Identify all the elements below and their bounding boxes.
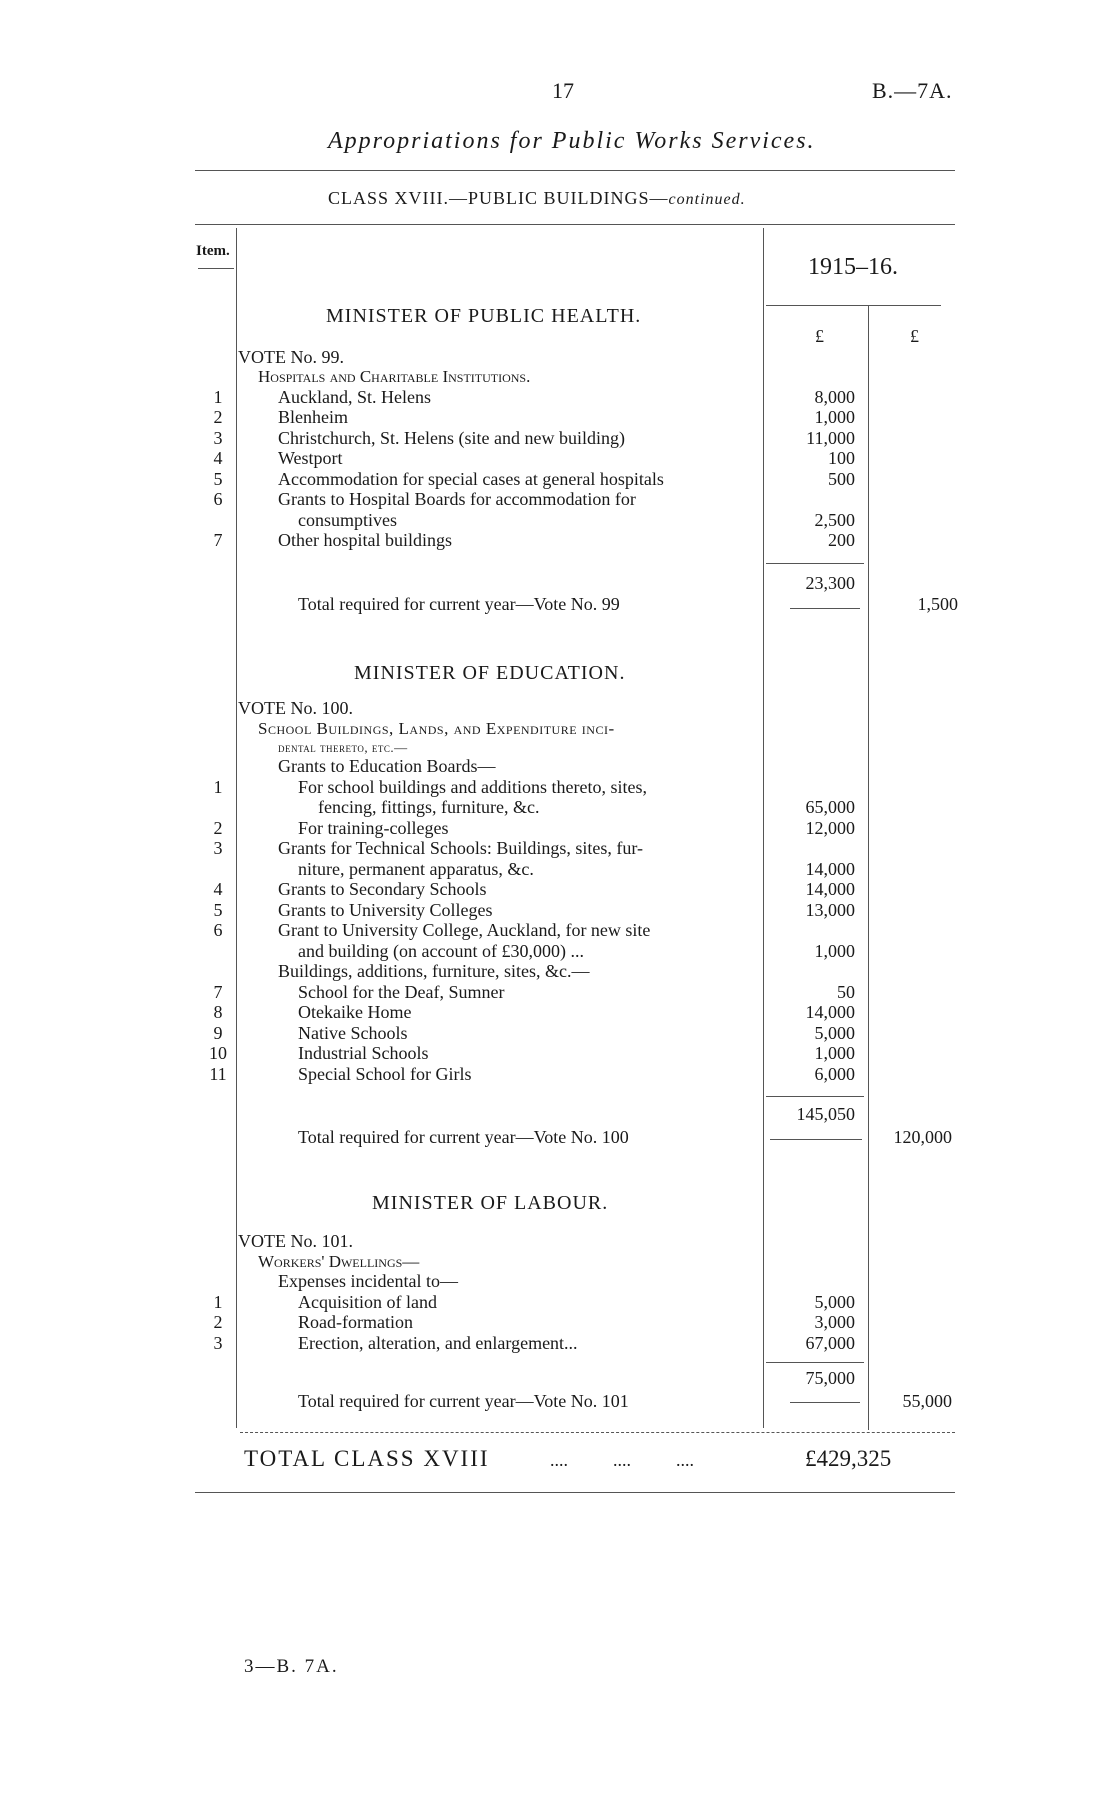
- item-number: 2: [213, 1312, 223, 1332]
- item-header-underline: [198, 268, 234, 269]
- row-amount: 1,000: [814, 407, 855, 427]
- row-amount: 1,000: [814, 941, 855, 961]
- class-title-suffix: continued.: [668, 191, 746, 208]
- grand-total-amount: £429,325: [805, 1446, 892, 1471]
- row-amount: 100: [828, 448, 855, 468]
- row-label: consumptives: [298, 510, 397, 530]
- row-amount: 67,000: [805, 1333, 855, 1353]
- row-label: Other hospital buildings: [278, 530, 452, 550]
- grand-total-rule-top: [240, 1432, 955, 1433]
- item-number: 3: [213, 838, 223, 858]
- row-label: For training-colleges: [298, 818, 449, 838]
- group-heading: Grants to Education Boards—: [278, 756, 496, 776]
- subtotal-amount: 145,050: [796, 1104, 855, 1124]
- row-amount: 50: [837, 982, 855, 1002]
- item-number: 1: [213, 387, 223, 407]
- item-number: 7: [213, 530, 223, 550]
- total-label: Total required for current year—Vote No. 100: [298, 1127, 629, 1147]
- vote-number: VOTE No. 100.: [238, 698, 353, 718]
- total-previous: 120,000: [893, 1127, 952, 1147]
- row-label: Grants for Technical Schools: Buildings, sites, fur-: [278, 838, 643, 858]
- row-label: Christchurch, St. Helens (site and new building): [278, 428, 625, 448]
- row-amount: 200: [828, 530, 855, 550]
- item-number: 3: [213, 1333, 223, 1353]
- minister-heading: MINISTER OF EDUCATION.: [354, 662, 626, 684]
- row-label: and building (on account of £30,000) ...: [298, 941, 584, 961]
- group-heading: Expenses incidental to—: [278, 1271, 458, 1291]
- class-title: [328, 188, 746, 209]
- row-label: Erection, alteration, and enlargement...: [298, 1333, 578, 1353]
- item-number: 1: [213, 1292, 223, 1312]
- page-number: 17: [552, 78, 574, 103]
- row-label: Road-formation: [298, 1312, 413, 1332]
- row-amount: 6,000: [814, 1064, 855, 1084]
- total-previous: 55,000: [902, 1391, 952, 1411]
- minister-heading: MINISTER OF LABOUR.: [372, 1192, 609, 1214]
- vote-number: VOTE No. 101.: [238, 1231, 353, 1251]
- item-column-header: Item.: [196, 243, 230, 259]
- total-previous: 1,500: [917, 594, 958, 614]
- row-label: Native Schools: [298, 1023, 408, 1043]
- row-amount: 11,000: [806, 428, 855, 448]
- title-rule: [195, 170, 955, 171]
- subhead-continued: dental thereto, etc.—: [278, 740, 408, 755]
- row-label: niture, permanent apparatus, &c.: [298, 859, 534, 879]
- item-number: 1: [213, 777, 223, 797]
- row-label: Industrial Schools: [298, 1043, 429, 1063]
- item-number: 2: [213, 407, 223, 427]
- footer-signature: 3—B. 7A.: [244, 1656, 339, 1677]
- subhead: School Buildings, Lands, and Expenditure inci-: [258, 719, 615, 738]
- subhead: Hospitals and Charitable Institutions.: [258, 367, 531, 386]
- row-label: Grants to Hospital Boards for accommodation for: [278, 489, 636, 509]
- row-amount: 5,000: [814, 1292, 855, 1312]
- table-top-rule: [195, 224, 955, 225]
- row-amount: 65,000: [805, 797, 855, 817]
- row-label: fencing, fittings, furniture, &c.: [318, 797, 540, 817]
- row-amount: 2,500: [814, 510, 855, 530]
- row-amount: 14,000: [805, 879, 855, 899]
- minister-heading: MINISTER OF PUBLIC HEALTH.: [326, 305, 642, 327]
- row-label: Accommodation for special cases at general hospitals: [278, 469, 664, 489]
- item-number: 2: [213, 818, 223, 838]
- row-label: For school buildings and additions thereto, sites,: [298, 777, 647, 797]
- row-amount: 8,000: [814, 387, 855, 407]
- currency-header-b: £: [910, 326, 919, 346]
- row-amount: 14,000: [805, 1002, 855, 1022]
- row-label: Grant to University College, Auckland, for new site: [278, 920, 651, 940]
- class-title-main: CLASS XVIII.—PUBLIC BUILDINGS—: [328, 188, 669, 208]
- subtotal-amount: 75,000: [805, 1368, 855, 1388]
- currency-header-a: £: [815, 326, 824, 346]
- grand-total-rule-bottom: [195, 1492, 955, 1493]
- subtotal-rule-top: [766, 1096, 864, 1097]
- grand-total-label: TOTAL CLASS XVIII: [244, 1446, 490, 1471]
- subtotal-amount: 23,300: [805, 573, 855, 593]
- item-number: 9: [213, 1023, 223, 1043]
- row-amount: 14,000: [805, 859, 855, 879]
- row-label: Blenheim: [278, 407, 348, 427]
- item-number: 8: [213, 1002, 223, 1022]
- row-label: Special School for Girls: [298, 1064, 472, 1084]
- amount-column-rule-right: [868, 305, 869, 1430]
- item-number: 6: [213, 920, 223, 940]
- item-number: 10: [209, 1043, 227, 1063]
- row-amount: 13,000: [805, 900, 855, 920]
- year-header-rule: [766, 305, 941, 306]
- item-number: 4: [213, 879, 223, 899]
- row-amount: 1,000: [814, 1043, 855, 1063]
- row-label: School for the Deaf, Sumner: [298, 982, 505, 1002]
- grand-total-dots: .... .... ....: [550, 1450, 694, 1470]
- row-label: Acquisition of land: [298, 1292, 437, 1312]
- item-number: 4: [213, 448, 223, 468]
- subtotal-rule-top: [766, 563, 864, 564]
- page-title: Appropriations for Public Works Services.: [328, 128, 816, 154]
- row-amount: 500: [828, 469, 855, 489]
- row-label: Grants to University Colleges: [278, 900, 493, 920]
- item-number: 11: [209, 1064, 227, 1084]
- row-amount: 5,000: [814, 1023, 855, 1043]
- row-label: Grants to Secondary Schools: [278, 879, 487, 899]
- item-number: 5: [213, 469, 223, 489]
- total-label: Total required for current year—Vote No. 101: [298, 1391, 629, 1411]
- row-label: Westport: [278, 448, 343, 468]
- row-amount: 3,000: [814, 1312, 855, 1332]
- item-number: 5: [213, 900, 223, 920]
- item-number: 6: [213, 489, 223, 509]
- total-label: Total required for current year—Vote No. 99: [298, 594, 620, 614]
- vote-number: VOTE No. 99.: [238, 347, 344, 367]
- subtotal-rule-top: [766, 1362, 864, 1363]
- row-label: Auckland, St. Helens: [278, 387, 431, 407]
- row-label: Buildings, additions, furniture, sites, &c.—: [278, 961, 590, 981]
- subhead: Workers' Dwellings—: [258, 1252, 420, 1271]
- row-amount: 12,000: [805, 818, 855, 838]
- document-reference: B.—7A.: [872, 78, 953, 103]
- year-header: 1915–16.: [808, 254, 898, 280]
- item-number: 3: [213, 428, 223, 448]
- item-number: 7: [213, 982, 223, 1002]
- row-label: Otekaike Home: [298, 1002, 412, 1022]
